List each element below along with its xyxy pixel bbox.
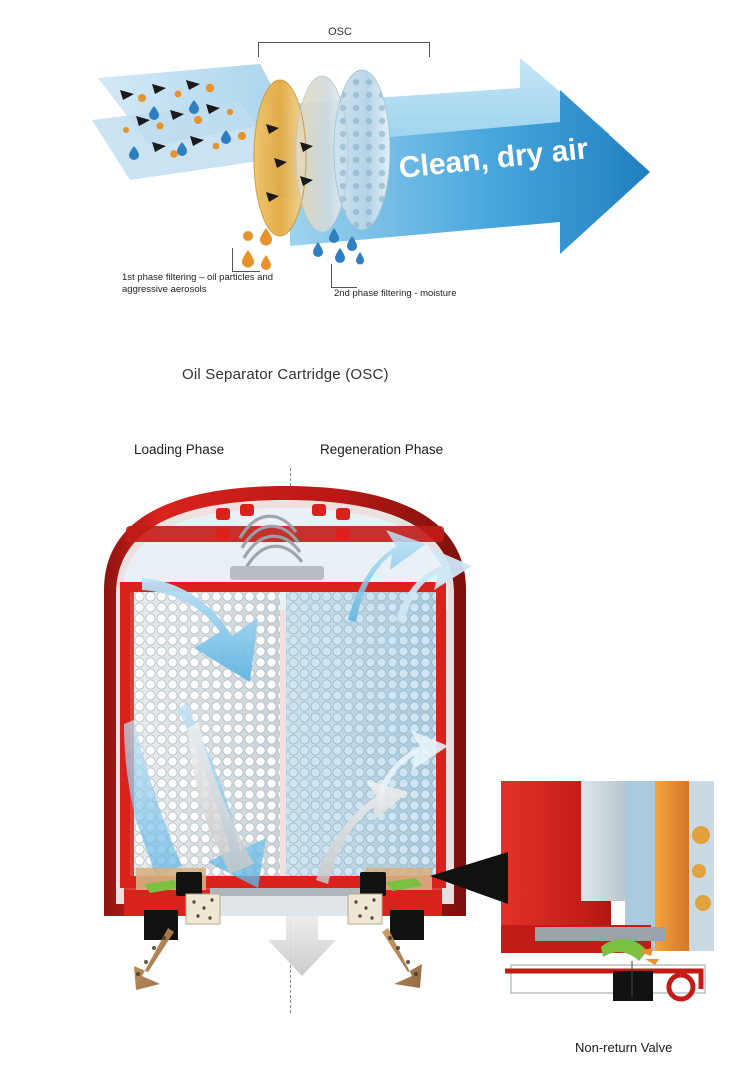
caption-first-phase: 1st phase filtering – oil particles and aggressive aerosols [122, 272, 274, 295]
section-title: Oil Separator Cartridge (OSC) [182, 366, 389, 383]
clean-dry-air-text: Clean, dry air [397, 132, 590, 185]
regeneration-phase-label: Regeneration Phase [320, 442, 444, 457]
valve-detail-callout [495, 775, 720, 1015]
cartridge-phases-diagram [0, 420, 742, 1079]
non-return-valve-label: Non-return Valve [575, 1040, 673, 1055]
airflow-svg [90, 50, 650, 280]
valve-detail-svg [495, 775, 720, 1015]
osc-flow-diagram [0, 0, 742, 330]
osc-label: OSC [328, 26, 352, 38]
caption-second-phase: 2nd phase filtering - moisture [334, 288, 457, 299]
loading-phase-label: Loading Phase [134, 442, 225, 457]
cartridge-cutaway [90, 470, 480, 990]
caption-right-leader [331, 264, 332, 288]
cartridge-svg [90, 470, 480, 990]
airflow-illustration [90, 50, 650, 280]
caption-left-leader [232, 248, 233, 272]
callout-pointer [430, 850, 510, 910]
